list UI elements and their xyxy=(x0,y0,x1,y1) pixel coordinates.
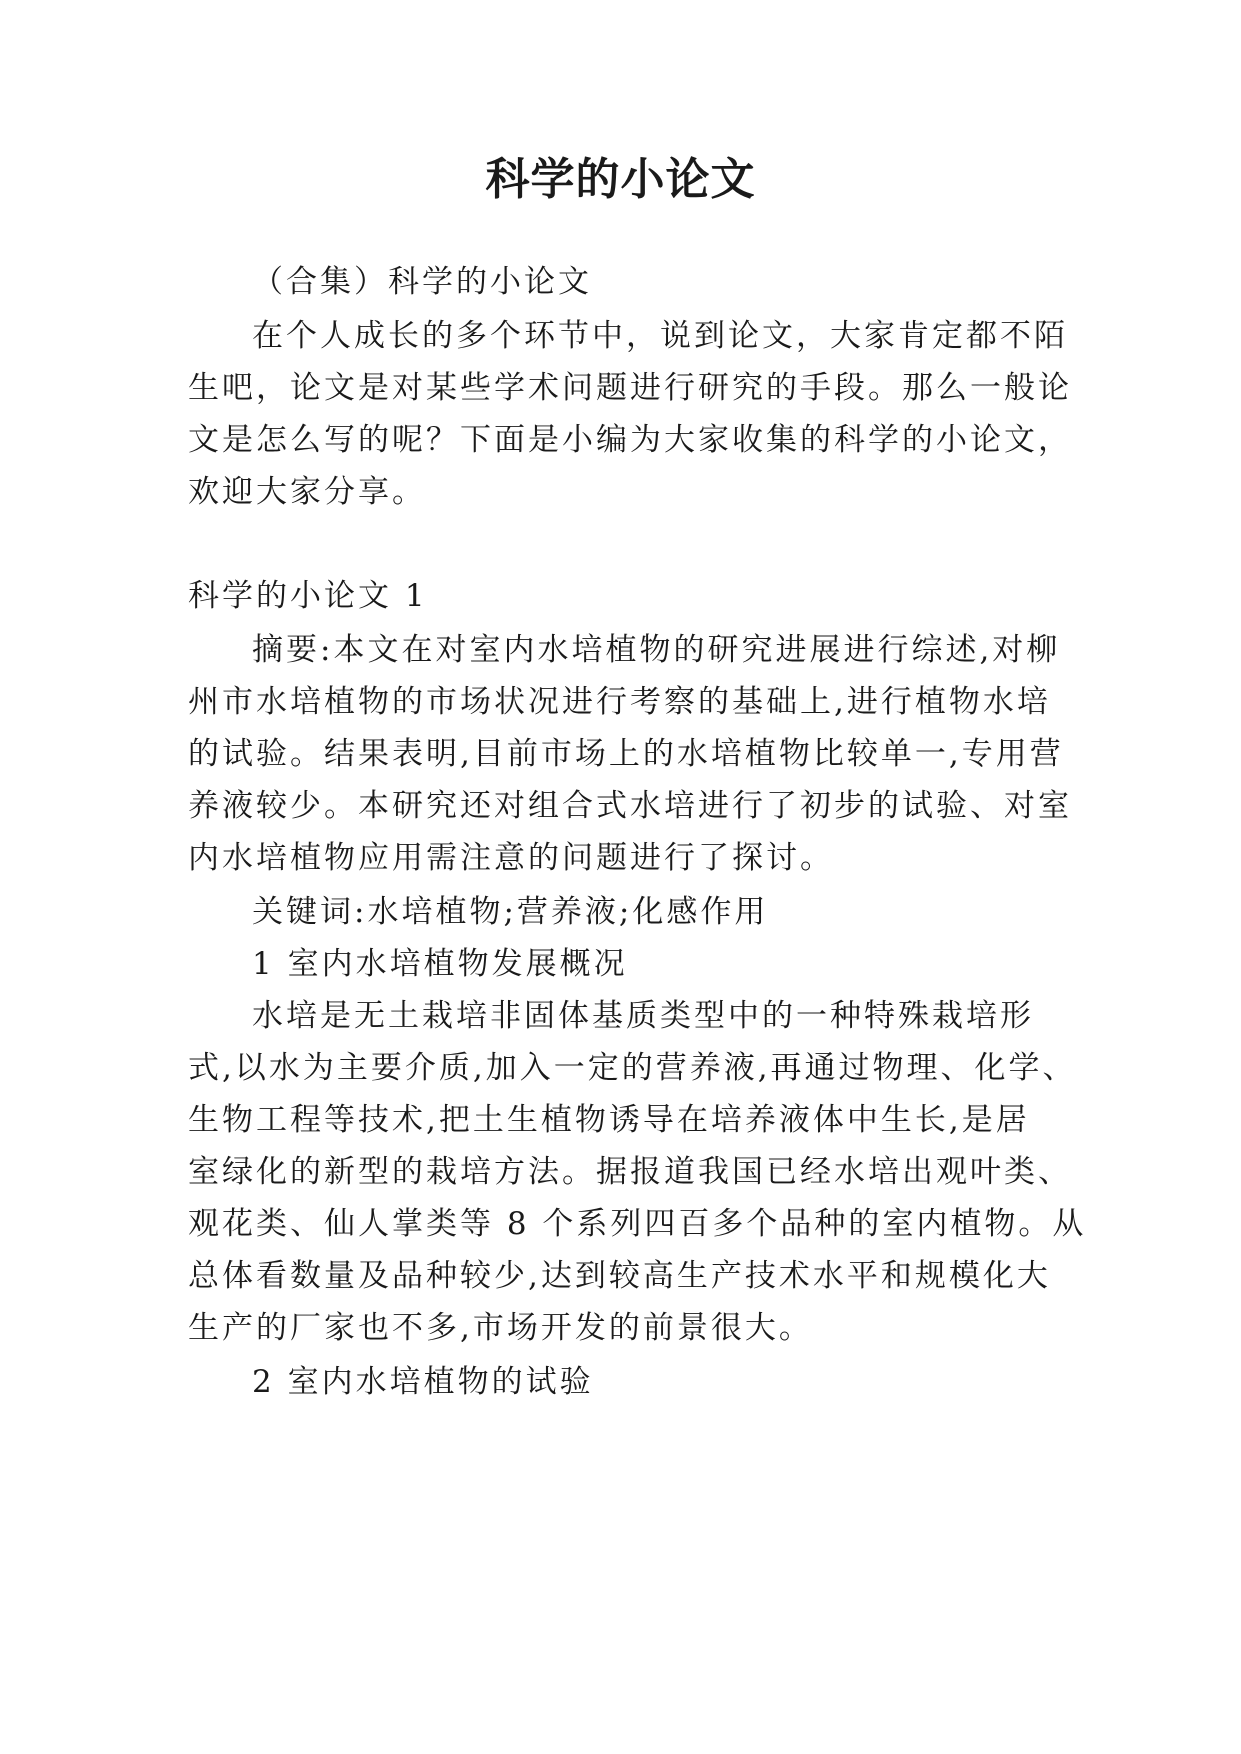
body-line: 水培是无土栽培非固体基质类型中的一种特殊栽培形 xyxy=(252,998,1034,1034)
intro-line: 在个人成长的多个环节中，说到论文，大家肯定都不陌 xyxy=(252,318,1068,354)
abstract-line: 州市水培植物的市场状况进行考察的基础上,进行植物水培 xyxy=(188,684,1051,720)
abstract-line: 摘要:本文在对室内水培植物的研究进展进行综述,对柳 xyxy=(252,632,1061,668)
intro-line: 文是怎么写的呢？下面是小编为大家收集的科学的小论文， xyxy=(188,422,1072,458)
body-line: 式,以水为主要介质,加入一定的营养液,再通过物理、化学、 xyxy=(188,1050,1077,1086)
intro-line: 生吧，论文是对某些学术问题进行研究的手段。那么一般论 xyxy=(188,370,1072,406)
abstract-line: 的试验。结果表明,目前市场上的水培植物比较单一,专用营 xyxy=(188,736,1064,772)
document-title: 科学的小论文 xyxy=(485,154,756,205)
body-line: 生物工程等技术,把土生植物诱导在培养液体中生长,是居 xyxy=(188,1102,1030,1138)
body-line: 观花类、仙人掌类等 8 个系列四百多个品种的室内植物。从 xyxy=(188,1206,1087,1242)
intro-line: 欢迎大家分享。 xyxy=(188,474,426,510)
abstract-line: 内水培植物应用需注意的问题进行了探讨。 xyxy=(188,840,834,876)
essay-heading: 科学的小论文 1 xyxy=(188,578,428,614)
section-heading-1: 1 室内水培植物发展概况 xyxy=(252,946,628,982)
collection-subtitle: （合集）科学的小论文 xyxy=(252,264,592,300)
body-line: 总体看数量及品种较少,达到较高生产技术水平和规模化大 xyxy=(188,1258,1051,1294)
keywords-line: 关键词:水培植物;营养液;化感作用 xyxy=(252,894,769,930)
body-line: 生产的厂家也不多,市场开发的前景很大。 xyxy=(188,1310,813,1346)
body-line: 室绿化的新型的栽培方法。据报道我国已经水培出观叶类、 xyxy=(188,1154,1072,1190)
section-heading-2: 2 室内水培植物的试验 xyxy=(252,1364,594,1400)
abstract-line: 养液较少。本研究还对组合式水培进行了初步的试验、对室 xyxy=(188,788,1072,824)
